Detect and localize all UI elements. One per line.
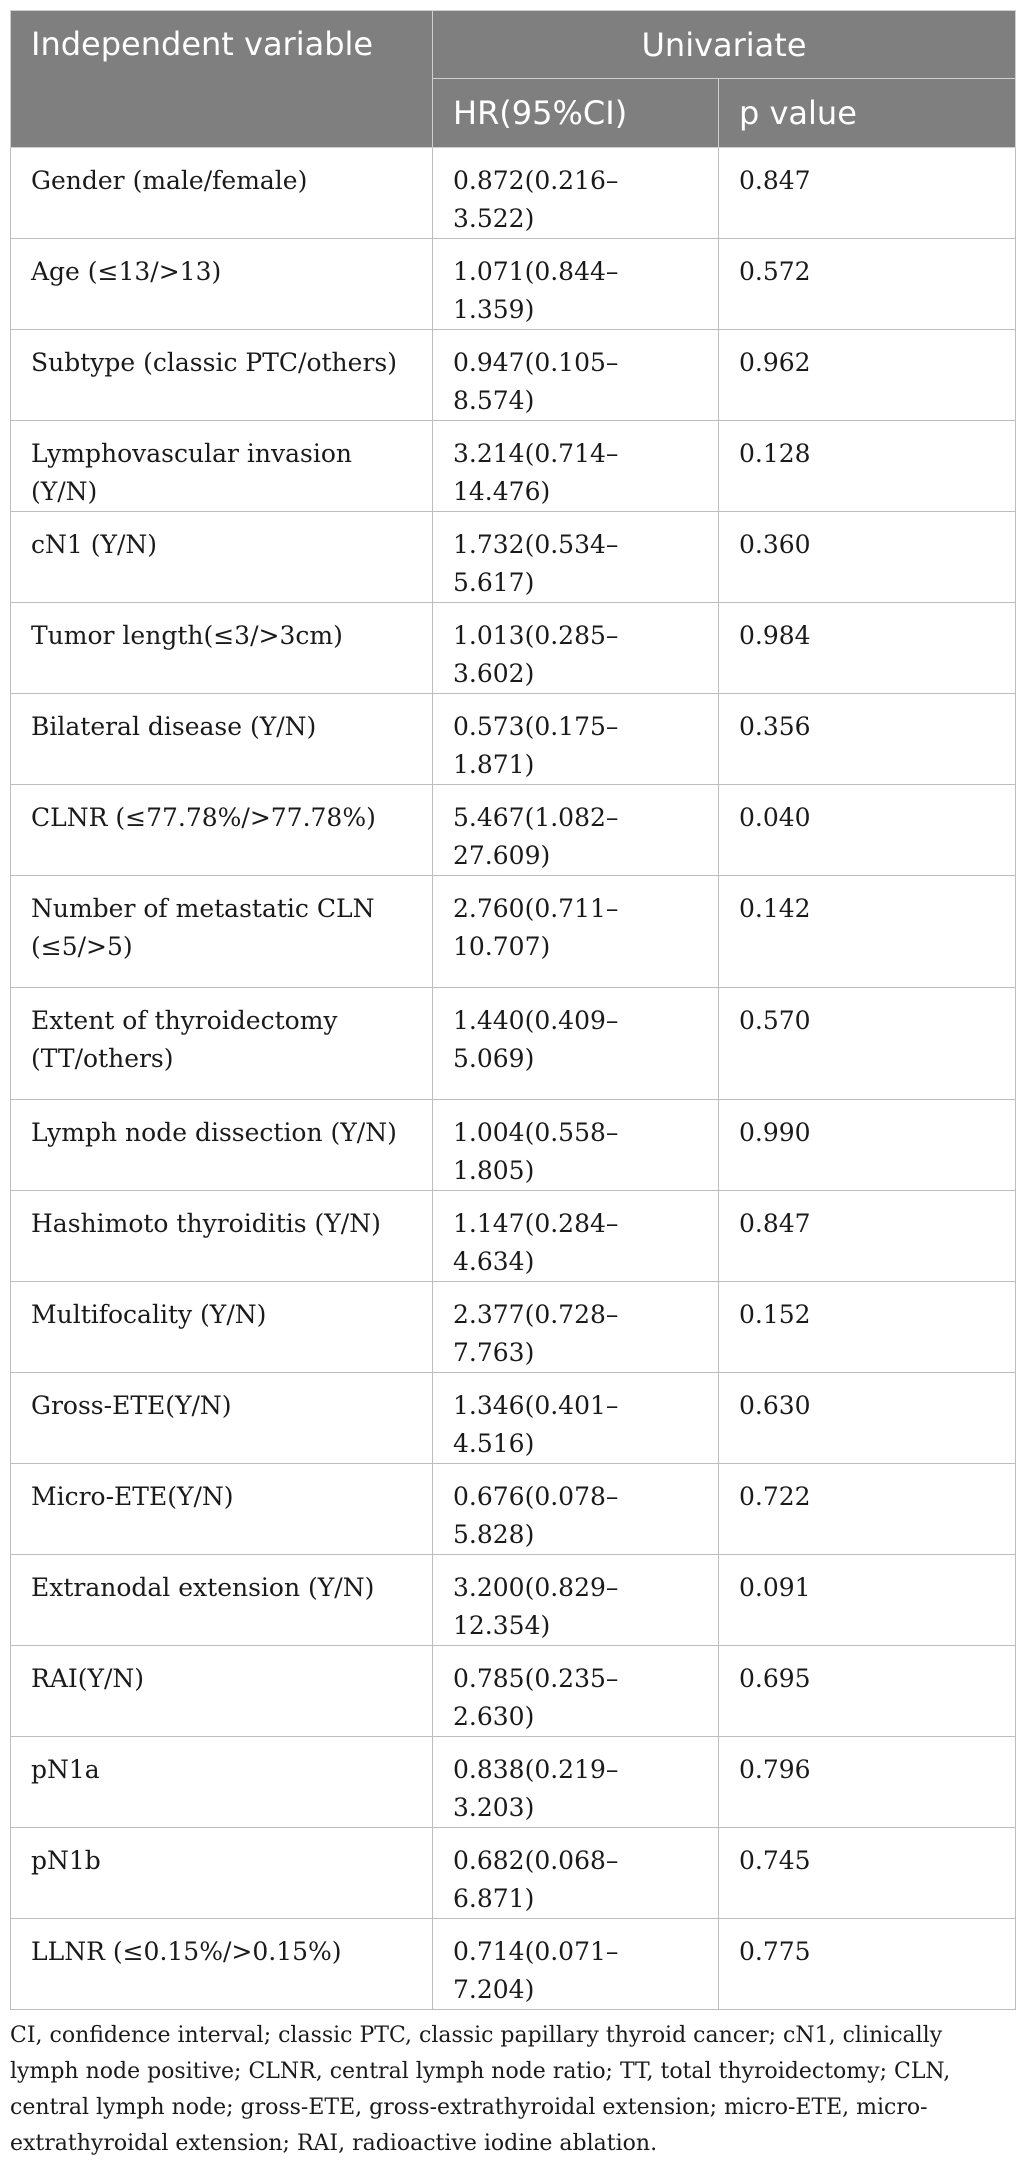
table-row: [11, 1919, 1016, 2010]
table-row: [11, 148, 1016, 239]
cell-p-value: 0.695: [719, 1646, 1016, 1737]
cell-variable: Gross-ETE(Y/N): [11, 1373, 433, 1464]
cell-variable: Multifocality (Y/N): [11, 1282, 433, 1373]
cell-variable: pN1a: [11, 1737, 433, 1828]
cell-hr: 0.872(0.216–3.522): [433, 148, 719, 239]
header-hr: HR(95%CI): [433, 79, 719, 148]
cell-variable: cN1 (Y/N): [11, 512, 433, 603]
cell-hr: 0.573(0.175–1.871): [433, 694, 719, 785]
cell-variable: Micro-ETE(Y/N): [11, 1464, 433, 1555]
cell-p-value: 0.984: [719, 603, 1016, 694]
cell-p-value: 0.091: [719, 1555, 1016, 1646]
cell-p-value: 0.572: [719, 239, 1016, 330]
table-row: [11, 1646, 1016, 1737]
cell-p-value: 0.796: [719, 1737, 1016, 1828]
cell-variable: CLNR (≤77.78%/>77.78%): [11, 785, 433, 876]
table-row: [11, 512, 1016, 603]
cell-hr: 0.785(0.235–2.630): [433, 1646, 719, 1737]
table-header: [11, 11, 1016, 148]
table-row: [11, 1555, 1016, 1646]
cell-p-value: 0.142: [719, 876, 1016, 988]
cell-p-value: 0.040: [719, 785, 1016, 876]
table-row: [11, 694, 1016, 785]
table-row: [11, 1191, 1016, 1282]
cell-hr: 2.760(0.711–10.707): [433, 876, 719, 988]
cell-variable: Extent of thyroidectomy (TT/others): [11, 988, 433, 1100]
table-row: [11, 876, 1016, 988]
cell-p-value: 0.152: [719, 1282, 1016, 1373]
cell-hr: 1.732(0.534–5.617): [433, 512, 719, 603]
table-row: [11, 1737, 1016, 1828]
cell-hr: 0.682(0.068–6.871): [433, 1828, 719, 1919]
table-body: [11, 148, 1016, 2010]
cell-variable: LLNR (≤0.15%/>0.15%): [11, 1919, 433, 2010]
cell-variable: RAI(Y/N): [11, 1646, 433, 1737]
cell-p-value: 0.360: [719, 512, 1016, 603]
cell-hr: 1.013(0.285–3.602): [433, 603, 719, 694]
cell-p-value: 0.847: [719, 1191, 1016, 1282]
cell-variable: Lymphovascular invasion (Y/N): [11, 421, 433, 512]
cell-hr: 0.838(0.219–3.203): [433, 1737, 719, 1828]
cell-hr: 1.440(0.409–5.069): [433, 988, 719, 1100]
table-row: [11, 1464, 1016, 1555]
cell-p-value: 0.128: [719, 421, 1016, 512]
table-row: [11, 330, 1016, 421]
cell-p-value: 0.570: [719, 988, 1016, 1100]
cell-variable: pN1b: [11, 1828, 433, 1919]
cell-variable: Lymph node dissection (Y/N): [11, 1100, 433, 1191]
cell-variable: Age (≤13/>13): [11, 239, 433, 330]
cell-hr: 5.467(1.082–27.609): [433, 785, 719, 876]
cell-p-value: 0.962: [719, 330, 1016, 421]
table-row: [11, 1100, 1016, 1191]
cell-hr: 0.676(0.078–5.828): [433, 1464, 719, 1555]
cell-variable: Extranodal extension (Y/N): [11, 1555, 433, 1646]
table-row: [11, 1828, 1016, 1919]
cell-hr: 3.200(0.829–12.354): [433, 1555, 719, 1646]
cell-hr: 2.377(0.728–7.763): [433, 1282, 719, 1373]
cell-p-value: 0.356: [719, 694, 1016, 785]
table-row: [11, 239, 1016, 330]
header-univariate: Univariate: [433, 11, 1016, 79]
table-container: [10, 10, 1015, 2162]
table-row: [11, 988, 1016, 1100]
table-footnote: CI, confidence interval; classic PTC, classic papillary thyroid cancer; cN1, clinically lymph node positive; CLNR, central lymph node ratio; TT, total thyroidectomy; CLN, central lymph node; gross-ETE, gross-extrathyroidal extension; micro-ETE, micro-extrathyroidal extension; RAI, radioactive iodine ablation.: [10, 2023, 951, 2156]
cell-p-value: 0.722: [719, 1464, 1016, 1555]
cell-p-value: 0.990: [719, 1100, 1016, 1191]
cell-p-value: 0.775: [719, 1919, 1016, 2010]
cell-hr: 1.004(0.558–1.805): [433, 1100, 719, 1191]
cell-p-value: 0.847: [719, 148, 1016, 239]
cell-variable: Subtype (classic PTC/others): [11, 330, 433, 421]
cell-p-value: 0.745: [719, 1828, 1016, 1919]
cell-hr: 1.071(0.844–1.359): [433, 239, 719, 330]
cell-variable: Bilateral disease (Y/N): [11, 694, 433, 785]
cell-hr: 0.947(0.105–8.574): [433, 330, 719, 421]
cell-hr: 1.346(0.401–4.516): [433, 1373, 719, 1464]
cell-variable: Gender (male/female): [11, 148, 433, 239]
cell-p-value: 0.630: [719, 1373, 1016, 1464]
univariate-table: [10, 10, 1016, 2010]
cell-hr: 3.214(0.714–14.476): [433, 421, 719, 512]
table-row: [11, 421, 1016, 512]
cell-hr: 1.147(0.284–4.634): [433, 1191, 719, 1282]
cell-variable: Hashimoto thyroiditis (Y/N): [11, 1191, 433, 1282]
header-independent-variable: Independent variable: [11, 11, 433, 148]
table-row: [11, 785, 1016, 876]
table-row: [11, 1373, 1016, 1464]
cell-hr: 0.714(0.071–7.204): [433, 1919, 719, 2010]
table-row: [11, 1282, 1016, 1373]
header-p-value: p value: [719, 79, 1016, 148]
table-row: [11, 603, 1016, 694]
cell-variable: Number of metastatic CLN (≤5/>5): [11, 876, 433, 988]
cell-variable: Tumor length(≤3/>3cm): [11, 603, 433, 694]
